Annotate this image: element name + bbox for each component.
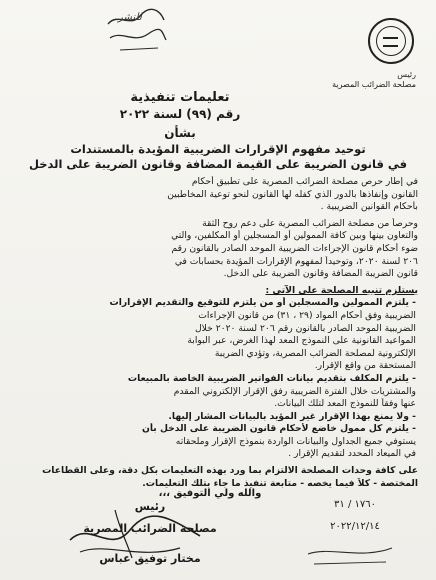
subject-line-1: توحيد مفهوم الإقرارات الضريبية المؤيدة بالمستندات	[70, 142, 366, 156]
document-subject	[18, 142, 418, 172]
signature-title: رئيس	[134, 500, 166, 513]
subject-line-2: في قانون الضريبة على القيمة المضافة وقانون الضريبة على الدخل	[28, 157, 408, 171]
signature-block	[50, 500, 250, 566]
body-line: وحرصاً من مصلحة الضرائب المصرية على دعم روح الثقة	[202, 217, 418, 229]
org-label-title: رئيس	[397, 70, 416, 79]
bullet-line: عنها وفقاً للنموذج المعد لتلك البيانات.	[274, 398, 416, 410]
reference-number: ١٧٦٠ / ٣١	[334, 499, 376, 510]
bullet-line: المواعيد القانونية على النموذج المعد لهذا الغرض، عبر البوابة	[187, 335, 416, 347]
reference-date: ٢٠٢٢/١٢/١٤	[330, 521, 380, 532]
document-body	[26, 176, 418, 490]
title-number: رقم (٩٩) لسنة ٢٠٢٢	[119, 107, 241, 121]
final-line: على كافة وحدات المصلحة الالتزام بما ورد بهذه التعليمات بكل دقة، وعلى القطاعات	[42, 465, 418, 477]
bullet-list	[26, 297, 418, 461]
final-line: المختصة - كلاً فيما يخصه - متابعة تنفيذ ما جاء بتلك التعليمات.	[142, 477, 418, 489]
bullet-line: الضريبية الموحد الصادر بالقانون رقم ٢٠٦ لسنة ٢٠٢٠ خلال	[194, 322, 416, 334]
bullet-line: - ولا يمنع بهذا الإقرار غير المؤيد بالبيانات المشار إليها.	[168, 410, 416, 422]
body-intro: يستلزم تنبيه المصلحة على الآتي :	[265, 284, 418, 296]
stamp-scribble	[300, 520, 400, 570]
org-label-name: مصلحة الضرائب المصرية	[332, 80, 416, 89]
closing-phrase: والله ولي التوفيق ،،،	[158, 488, 262, 499]
signature-org: مصلحة الضرائب المصرية	[83, 522, 217, 535]
body-line: القانون وإنفاذها بالدور الذي كفله لها القانون لنحو توعية المخاطبين	[167, 188, 418, 200]
body-line: بأحكام القوانين الضريبية .	[320, 201, 418, 213]
bullet-line: يستوفي جميع الجداول والبيانات الواردة بنموذج الإقرار وملحقاته	[175, 435, 416, 447]
org-label	[326, 70, 416, 90]
bullet-line: والمشتريات خلال الفترة الضريبية رفق الإقرار الإلكتروني المقدم	[173, 385, 416, 397]
bullet-line: - يلتزم الممولين والمسجلين أو من يلتزم للتوقيع والتقديم الإقرارات	[109, 297, 416, 309]
document-title	[90, 90, 270, 142]
title-main: تعليمات تنفيذية	[130, 90, 230, 105]
body-line: والتعاون بينها وبين كافة الممولين أو المسجلين أو المكلفين، والتي	[171, 230, 418, 242]
bullet-line: الإلكترونية لمصلحة الضرائب المصرية، وتؤدي الضريبة	[214, 347, 416, 359]
signature-name: مختار توفيق عباس	[99, 552, 201, 565]
body-line: ضوء أحكام قانون الإجراءات الضريبية الموحد الصادر بالقانون رقم	[171, 242, 418, 254]
bullet-line: الضريبية وفق أحكام المواد (٢٩ ، ٣١) من قانون الإجراءات	[198, 309, 416, 321]
body-line: في إطار حرص مصلحة الضرائب المصرية على تطبيق أحكام	[191, 176, 418, 187]
body-line: قانون الضريبة المضافة وقانون الضريبة على الدخل.	[223, 268, 418, 280]
bullet-line: في الميعاد المحدد لتقديم الإقرار .	[288, 448, 416, 460]
title-about: بشأن	[164, 126, 196, 140]
handwritten-note-text: للنشر	[118, 12, 142, 23]
bullet-line: - يلتزم كل ممول خاضع لأحكام قانون الضريبة على الدخل بأن	[142, 423, 416, 435]
authority-logo-icon	[368, 18, 414, 64]
body-line: ٢٠٦ لسنة ٢٠٢٠، وتوحيداً لمفهوم الإقرارات المؤيدة بحسابات في	[174, 255, 418, 267]
bullet-line: المستحقة من واقع الإقرار.	[314, 360, 416, 372]
bullet-line: - يلتزم المكلف بتقديم بيانات الفواتير الضريبية الخاصة بالمبيعات	[127, 372, 416, 384]
